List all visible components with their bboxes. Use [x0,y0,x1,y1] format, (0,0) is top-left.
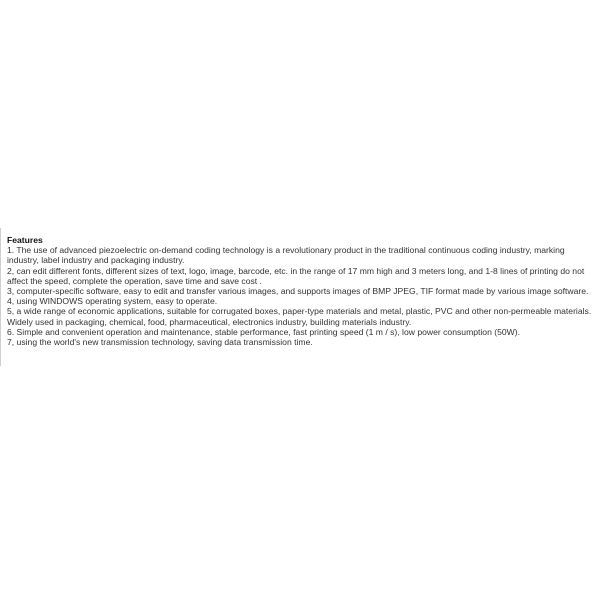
feature-item-1: 1. The use of advanced piezoelectric on-demand coding technology is a revolutionary product in the traditional continuous coding industry, marking industry, label industry and packaging industry. [7,245,565,266]
feature-item-7: 7, using the world's new transmission technology, saving data transmission time. [7,337,313,348]
feature-item-4: 4, using WINDOWS operating system, easy to operate. [7,296,218,307]
features-heading: Features [7,235,43,245]
feature-item-3: 3, computer-specific software, easy to edit and transfer various images, and supports images of BMP JPEG, TIF format made by various image software. [7,286,589,297]
left-border-line [0,228,1,366]
feature-item-2: 2, can edit different fonts, different sizes of text, logo, image, barcode, etc. in the range of 17 mm high and 3 meters long, and 1-8 lines of printing do not affect the speed, complete the operation, save time and save cost . [7,265,585,286]
features-section [7,235,592,347]
feature-item-6: 6. Simple and convenient operation and maintenance, stable performance, fast printing speed (1 m / s), low power consumption (50W). [7,326,521,337]
feature-item-5: 5, a wide range of economic applications, suitable for corrugated boxes, paper-type materials and metal, plastic, PVC and other non-permeable materials. Widely used in packaging, chemical, food, pharmaceutical, electronics industry, building materials industry. [7,306,592,327]
